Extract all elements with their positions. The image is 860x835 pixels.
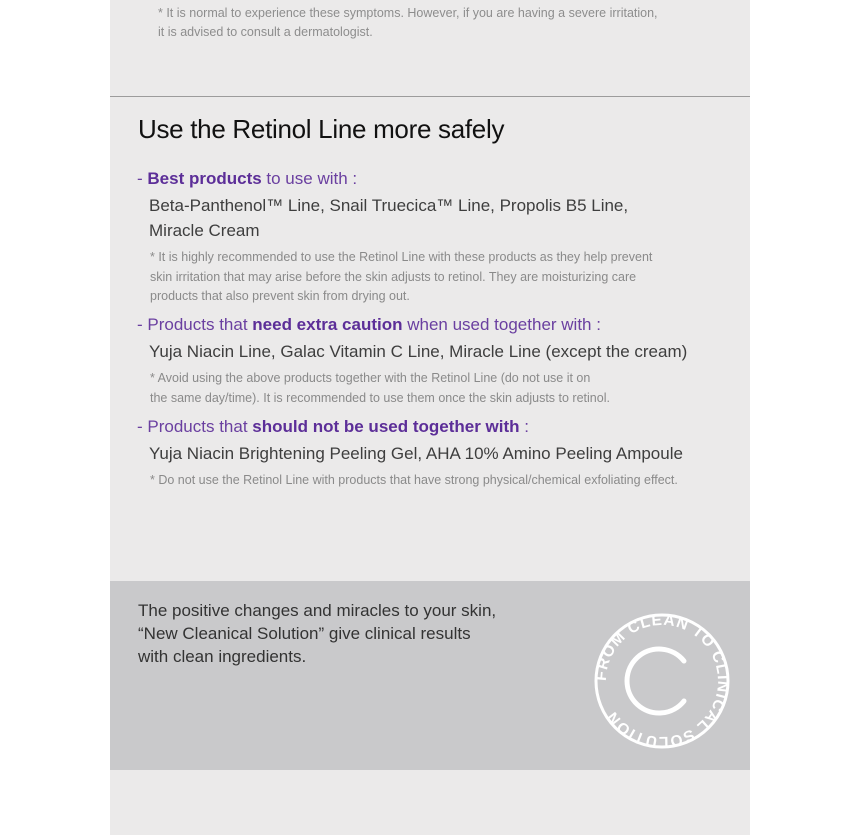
group-title-strong: need extra caution: [252, 315, 403, 334]
extra-caution-group: [137, 314, 737, 408]
product-list: [149, 339, 737, 364]
group-title: [137, 416, 737, 438]
product-list: [149, 441, 737, 466]
group-title-suffix: to use with :: [261, 169, 358, 188]
brand-tagline: [138, 599, 558, 668]
group-title-strong: Best products: [147, 169, 262, 188]
group-title: [137, 314, 737, 336]
seal-text-path: FROM CLEAN TO CLINICAL SOLUTION: [592, 611, 732, 751]
note-line: * Avoid using the above products together with the Retinol Line (do not use it on: [150, 371, 591, 385]
product-list: [149, 193, 737, 243]
tagline-banner: [110, 581, 750, 770]
note-line: * Do not use the Retinol Line with products that have strong physical/chemical exfoliating effect.: [150, 473, 678, 487]
c-mark: [627, 649, 684, 713]
note-line: * It is highly recommended to use the Retinol Line with these products as they help prevent: [150, 250, 653, 264]
group-title-suffix: when used together with :: [402, 315, 601, 334]
product-line: Beta-Panthenol™ Line, Snail Truecica™ Line, Propolis B5 Line,: [149, 196, 629, 215]
tagline-line: The positive changes and miracles to your skin,: [138, 601, 497, 620]
irritation-note: [158, 4, 718, 42]
section-title: Use the Retinol Line more safely: [138, 114, 505, 144]
seal-text: [593, 612, 731, 750]
product-line: Yuja Niacin Brightening Peeling Gel, AHA 10% Amino Peeling Ampoule: [149, 444, 683, 463]
note-line: products that also prevent skin from drying out.: [150, 289, 410, 303]
group-title-strong: should not be used together with: [252, 417, 520, 436]
group-title-prefix: - Products that: [137, 417, 253, 436]
group-title-prefix: -: [137, 169, 148, 188]
group-note: [150, 248, 737, 307]
tagline-line: “New Cleanical Solution” give clinical results: [138, 624, 471, 643]
content-column: [110, 0, 750, 835]
group-note: [150, 471, 737, 491]
clean-to-clinical-seal-icon: [592, 611, 732, 751]
group-title-prefix: - Products that: [137, 315, 253, 334]
product-line: Yuja Niacin Line, Galac Vitamin C Line, Miracle Line (except the cream): [149, 342, 688, 361]
best-products-group: [137, 168, 737, 307]
note-line: skin irritation that may arise before the skin adjusts to retinol. They are moisturizing care: [150, 269, 637, 284]
group-note: [150, 369, 737, 408]
note-line: it is advised to consult a dermatologist.: [158, 25, 373, 39]
tagline-line: with clean ingredients.: [138, 647, 307, 666]
section-divider: [110, 96, 750, 97]
group-title: [137, 168, 737, 190]
do-not-combine-group: [137, 416, 737, 491]
note-line: the same day/time). It is recommended to use them once the skin adjusts to retinol.: [150, 390, 610, 405]
group-title-suffix: :: [519, 417, 530, 436]
product-line: Miracle Cream: [149, 221, 260, 240]
note-line: * It is normal to experience these symptoms. However, if you are having a severe irritation,: [158, 6, 658, 20]
